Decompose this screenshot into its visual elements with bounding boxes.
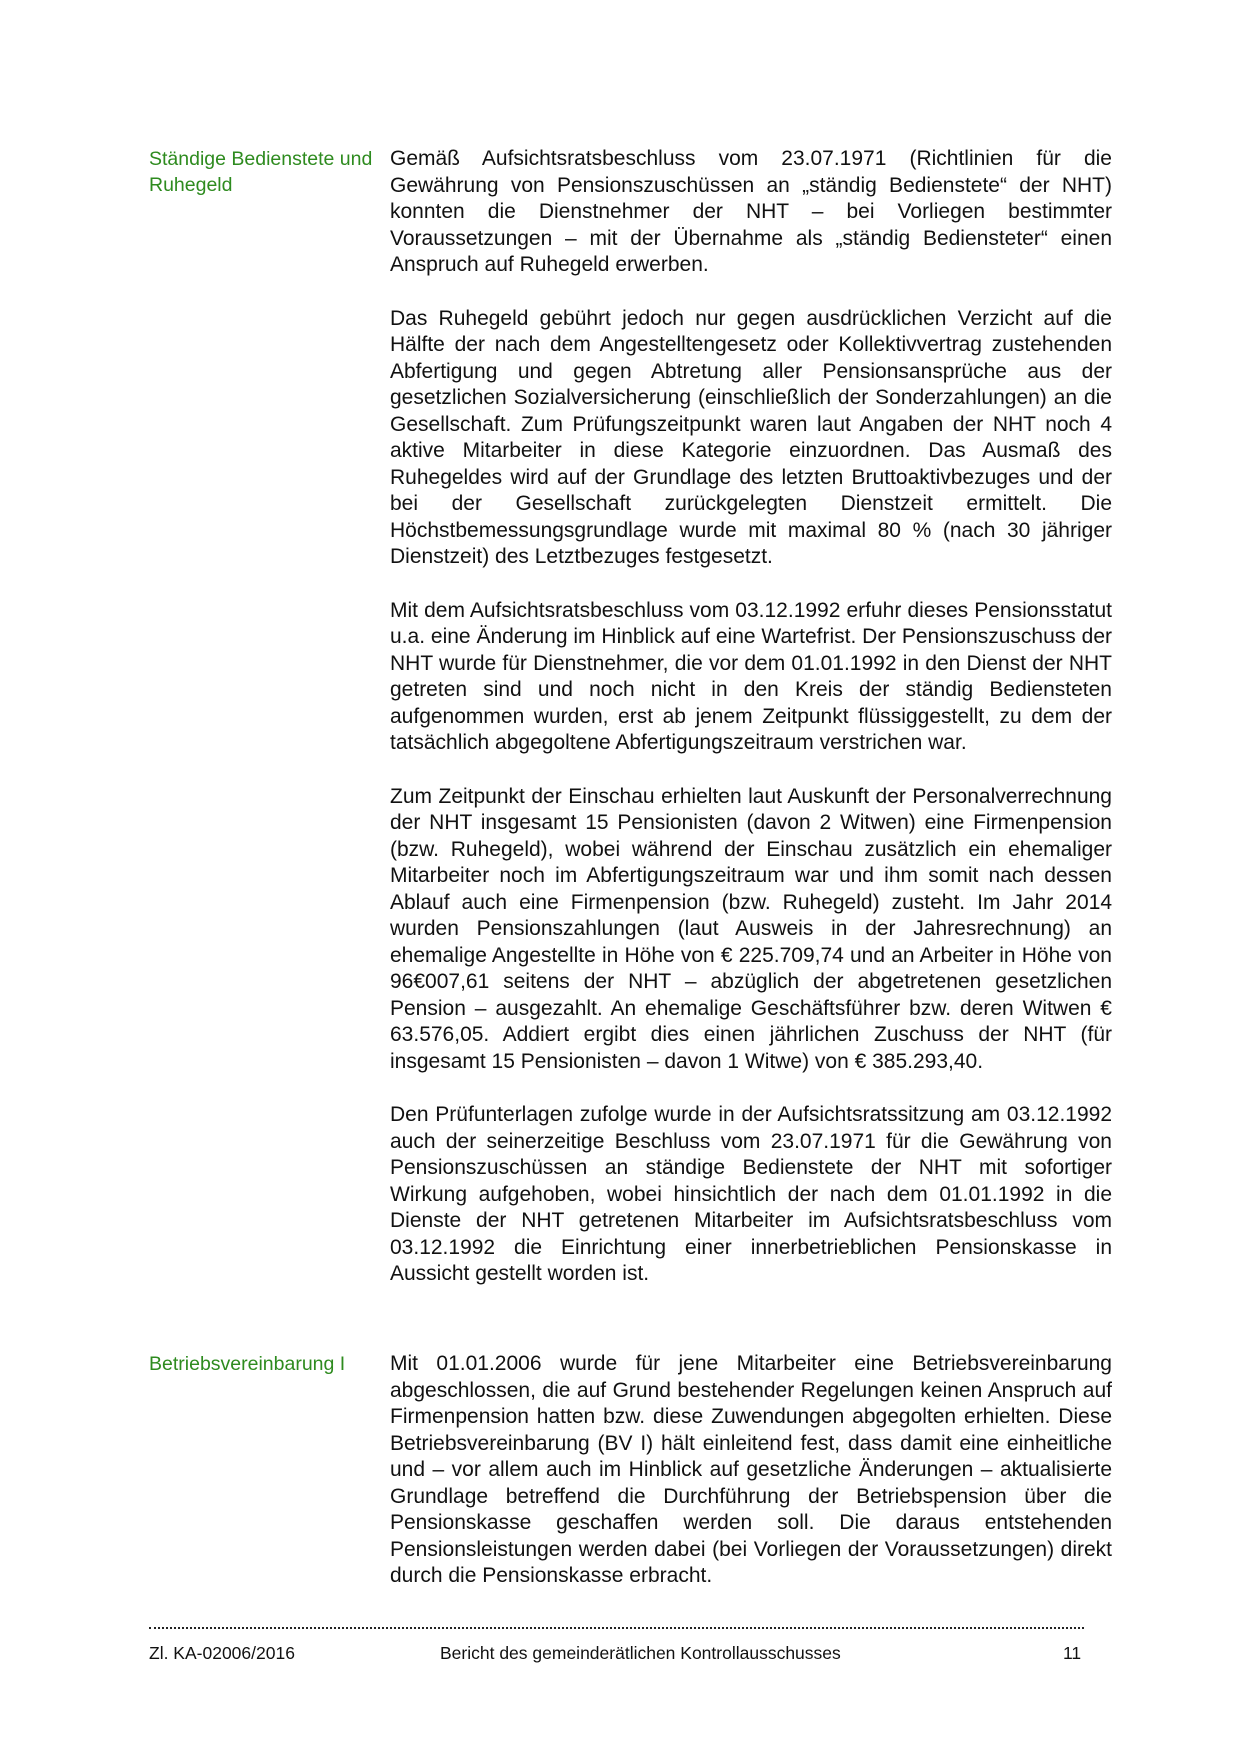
- section-body: [390, 146, 1112, 1315]
- margin-label: Ständige Bedienstete und Ruhegeld: [149, 148, 373, 196]
- paragraph: Gemäß Aufsichtsratsbeschluss vom 23.07.1971 (Richtlinien für die Gewährung von Pensionszuschüssen an „ständig Bedienstete“ der NHT) konnten die Dienstnehmer der NHT – bei Vorliegen bestimmter Voraussetzungen – mit der Übernahme als „ständig Bediensteter“ einen Anspruch auf Ruhegeld erwerben.: [390, 147, 1112, 276]
- footer-title: Bericht des gemeinderätlichen Kontrollausschusses: [440, 1643, 841, 1663]
- paragraph: Das Ruhegeld gebührt jedoch nur gegen ausdrücklichen Verzicht auf die Hälfte der nach dem Angestelltengesetz oder Kollektivvertrag zustehenden Abfertigung und gegen Abtretung aller Pensionsansprüche aus der gesetzlichen Sozialversicherung (einschließlich der Sonderzahlungen) an die Gesellschaft. Zum Prüfungszeitpunkt waren laut Angaben der NHT noch 4 aktive Mitarbeiter in diese Kategorie einzuordnen. Das Ausmaß des Ruhegeldes wird auf der Grundlage des letzten Bruttoaktivbezuges und der bei der Gesellschaft zurückgelegten Dienstzeit ermittelt. Die Höchstbemessungsgrundlage wurde mit maximal 80 % (nach 30 jähriger Dienstzeit) des Letztbezuges festgesetzt.: [390, 306, 1112, 568]
- section-body: [390, 1351, 1112, 1617]
- paragraph: Mit 01.01.2006 wurde für jene Mitarbeiter eine Betriebsvereinbarung abgeschlossen, die auf Grund bestehender Regelungen keinen Anspruch auf Firmenpension hatten bzw. diese Zuwendungen abgegolten erhielten. Diese Betriebsvereinbarung (BV I) hält einleitend fest, dass damit eine einheitliche und – vor allem auch im Hinblick auf gesetzliche Änderungen – aktualisierte Grundlage betreffend die Durchführung der Betriebspension über die Pensionskasse geschaffen werden soll. Die daraus entstehenden Pensionsleistungen werden dabei (bei Vorliegen der Voraussetzungen) direkt durch die Pensionskasse erbracht.: [390, 1352, 1112, 1587]
- footer-reference: Zl. KA-02006/2016: [149, 1643, 295, 1663]
- paragraph: Mit dem Aufsichtsratsbeschluss vom 03.12.1992 erfuhr dieses Pensionsstatut u.a. eine Änderung im Hinblick auf eine Wartefrist. Der Pensionszuschuss der NHT wurde für Dienstnehmer, die vor dem 01.01.1992 in den Dienst der NHT getreten sind und noch nicht in den Kreis der ständig Bediensteten aufgenommen wurden, erst ab jenem Zeitpunkt flüssiggestellt, zu dem der tatsächlich abgegoltene Abfertigungszeitraum verstrichen war.: [390, 598, 1112, 754]
- footer-divider: [149, 1627, 1084, 1629]
- margin-label: Betriebsvereinbarung I: [149, 1353, 346, 1375]
- paragraph: Zum Zeitpunkt der Einschau erhielten laut Auskunft der Personalverrechnung der NHT insgesamt 15 Pensionisten (davon 2 Witwen) eine Firmenpension (bzw. Ruhegeld), wobei während der Einschau zusätzlich ein ehemaliger Mitarbeiter noch im Abfertigungszeitraum war und ihm somit nach dessen Ablauf auch eine Firmenpension (bzw. Ruhegeld) zusteht. Im Jahr 2014 wurden Pensionszahlungen (laut Ausweis in der Jahresrechnung) an ehemalige Angestellte in Höhe von € 225.709,74 und an Arbeiter in Höhe von 96€007,61 seitens der NHT – abzüglich der abgetretenen gesetzlichen Pension – ausgezahlt. An ehemalige Geschäftsführer bzw. deren Witwen € 63.576,05. Addiert ergibt dies einen jährlichen Zuschuss der NHT (für insgesamt 15 Pensionisten – davon 1 Witwe) von € 385.293,40.: [390, 784, 1112, 1073]
- page-number: 11: [1063, 1643, 1082, 1663]
- paragraph: Den Prüfunterlagen zufolge wurde in der Aufsichtsratssitzung am 03.12.1992 auch der seinerzeitige Beschluss vom 23.07.1971 für die Gewährung von Pensionszuschüssen an ständige Bedienstete der NHT mit sofortiger Wirkung aufgehoben, wobei hinsichtlich der nach dem 01.01.1992 in die Dienste der NHT getretenen Mitarbeiter im Aufsichtsratsbeschluss vom 03.12.1992 die Einrichtung einer innerbetrieblichen Pensionskasse in Aussicht gestellt worden ist.: [390, 1103, 1112, 1285]
